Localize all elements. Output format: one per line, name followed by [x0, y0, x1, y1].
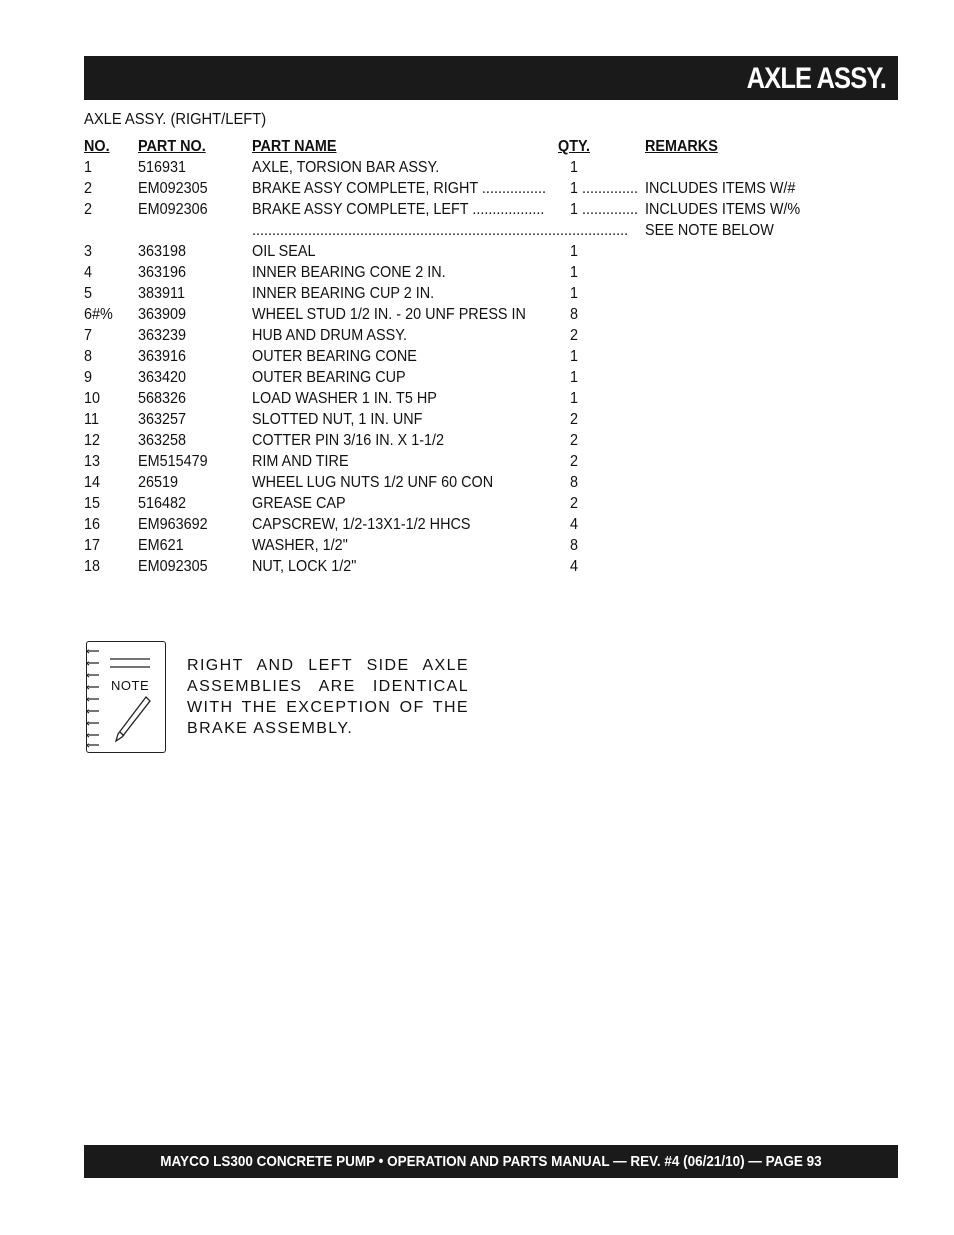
cell-part-name: OIL SEAL	[252, 243, 316, 260]
cell-no: 4	[84, 264, 93, 281]
cell-no: 11	[84, 411, 99, 428]
cell-no: 12	[84, 432, 101, 449]
cell-qty: 2	[570, 432, 579, 449]
cell-no: 18	[84, 558, 101, 575]
table-header-row	[84, 138, 864, 159]
column-header-remarks: REMARKS	[645, 138, 718, 155]
table-row	[84, 222, 864, 243]
cell-qty: 1	[570, 285, 579, 302]
cell-qty: 1	[570, 264, 579, 281]
table-row	[84, 390, 864, 411]
cell-qty: 2	[570, 453, 579, 470]
cell-part-no: 363257	[138, 411, 187, 428]
cell-part-name: RIM AND TIRE	[252, 453, 349, 470]
cell-no: 17	[84, 537, 101, 554]
cell-remarks: INCLUDES ITEMS W/#	[645, 180, 796, 197]
cell-part-no: 363258	[138, 432, 187, 449]
cell-part-no: 26519	[138, 474, 179, 491]
cell-no: 16	[84, 516, 101, 533]
table-row	[84, 159, 864, 180]
page-title: AXLE ASSY.	[746, 62, 886, 95]
cell-no: 2	[84, 201, 93, 218]
cell-part-no: 363420	[138, 369, 187, 386]
table-row	[84, 180, 864, 201]
cell-part-no: EM963692	[138, 516, 208, 533]
notepad-pencil-icon	[86, 641, 166, 753]
table-row	[84, 369, 864, 390]
page-footer-bar	[84, 1145, 898, 1178]
cell-qty: 8	[570, 537, 579, 554]
cell-no: 13	[84, 453, 101, 470]
cell-qty: 4	[570, 516, 579, 533]
cell-remarks: SEE NOTE BELOW	[645, 222, 774, 239]
cell-part-name: GREASE CAP	[252, 495, 346, 512]
table-row	[84, 348, 864, 369]
cell-part-no: 516482	[138, 495, 187, 512]
cell-part-name: WHEEL LUG NUTS 1/2 UNF 60 CON	[252, 474, 494, 491]
cell-part-name: BRAKE ASSY COMPLETE, LEFT ..................	[252, 201, 545, 218]
note-icon-label: NOTE	[111, 678, 150, 693]
cell-part-name: INNER BEARING CUP 2 IN.	[252, 285, 435, 302]
cell-qty: 2	[570, 327, 579, 344]
cell-part-name: WHEEL STUD 1/2 IN. - 20 UNF PRESS IN	[252, 306, 526, 323]
cell-qty: 8	[570, 474, 579, 491]
cell-part-name: LOAD WASHER 1 IN. T5 HP	[252, 390, 437, 407]
page-header-bar	[84, 56, 898, 100]
cell-part-no: EM515479	[138, 453, 208, 470]
table-row	[84, 243, 864, 264]
section-subtitle: AXLE ASSY. (RIGHT/LEFT)	[84, 111, 267, 128]
table-body	[84, 159, 864, 579]
cell-part-no: 363239	[138, 327, 187, 344]
cell-part-name: OUTER BEARING CUP	[252, 369, 406, 386]
table-row	[84, 306, 864, 327]
cell-no: 15	[84, 495, 101, 512]
cell-no: 7	[84, 327, 93, 344]
cell-part-name: ..............................................................................................	[252, 222, 629, 239]
table-row	[84, 285, 864, 306]
cell-part-name: OUTER BEARING CONE	[252, 348, 417, 365]
cell-qty: 2	[570, 411, 579, 428]
table-row	[84, 201, 864, 222]
cell-no: 3	[84, 243, 93, 260]
cell-no: 14	[84, 474, 101, 491]
cell-part-no: 383911	[138, 285, 185, 302]
cell-part-no: 363196	[138, 264, 187, 281]
table-row	[84, 264, 864, 285]
cell-qty: 1	[570, 348, 579, 365]
table-row	[84, 411, 864, 432]
note-text: RIGHT AND LEFT SIDE AXLE ASSEMBLIES ARE IDENTICAL WITH THE EXCEPTION OF THE BRAKE ASSEMBLY.	[187, 657, 469, 737]
cell-no: 6#%	[84, 306, 113, 323]
cell-part-no: EM092305	[138, 180, 208, 197]
cell-no: 10	[84, 390, 101, 407]
cell-part-no: 516931	[138, 159, 187, 176]
table-row	[84, 495, 864, 516]
cell-qty: 1	[570, 159, 579, 176]
cell-qty: 2	[570, 495, 579, 512]
cell-no: 1	[84, 159, 93, 176]
cell-part-no: EM621	[138, 537, 184, 554]
column-header-part-name: PART NAME	[252, 138, 337, 155]
cell-part-name: WASHER, 1/2"	[252, 537, 348, 554]
table-row	[84, 516, 864, 537]
table-row	[84, 537, 864, 558]
table-row	[84, 558, 864, 579]
table-row	[84, 432, 864, 453]
column-header-qty: QTY.	[558, 138, 591, 155]
column-header-no: NO.	[84, 138, 110, 155]
table-row	[84, 453, 864, 474]
cell-part-name: CAPSCREW, 1/2-13X1-1/2 HHCS	[252, 516, 471, 533]
cell-qty: 4	[570, 558, 579, 575]
cell-no: 2	[84, 180, 93, 197]
table-row	[84, 474, 864, 495]
column-header-part-no: PART NO.	[138, 138, 206, 155]
cell-remarks: INCLUDES ITEMS W/%	[645, 201, 801, 218]
parts-table	[84, 138, 864, 579]
cell-part-no: 363916	[138, 348, 187, 365]
cell-part-no: 568326	[138, 390, 187, 407]
cell-part-name: HUB AND DRUM ASSY.	[252, 327, 407, 344]
cell-part-name: BRAKE ASSY COMPLETE, RIGHT ................	[252, 180, 546, 197]
cell-qty: 1 ..............	[570, 201, 639, 218]
cell-no: 9	[84, 369, 93, 386]
cell-part-no: 363909	[138, 306, 187, 323]
cell-part-name: SLOTTED NUT, 1 IN. UNF	[252, 411, 423, 428]
cell-qty: 1 ..............	[570, 180, 639, 197]
cell-no: 8	[84, 348, 93, 365]
cell-part-name: NUT, LOCK 1/2"	[252, 558, 357, 575]
cell-part-name: COTTER PIN 3/16 IN. X 1-1/2	[252, 432, 445, 449]
cell-no: 5	[84, 285, 93, 302]
note-icon-box	[86, 641, 166, 753]
cell-qty: 1	[570, 243, 579, 260]
footer-text: MAYCO LS300 CONCRETE PUMP • OPERATION AND PARTS MANUAL — REV. #4 (06/21/10) — PAGE 93	[160, 1153, 822, 1170]
cell-qty: 8	[570, 306, 579, 323]
cell-part-name: AXLE, TORSION BAR ASSY.	[252, 159, 440, 176]
cell-part-no: 363198	[138, 243, 187, 260]
cell-part-no: EM092306	[138, 201, 208, 218]
cell-part-name: INNER BEARING CONE 2 IN.	[252, 264, 446, 281]
cell-qty: 1	[570, 390, 579, 407]
table-row	[84, 327, 864, 348]
cell-qty: 1	[570, 369, 579, 386]
cell-part-no: EM092305	[138, 558, 208, 575]
